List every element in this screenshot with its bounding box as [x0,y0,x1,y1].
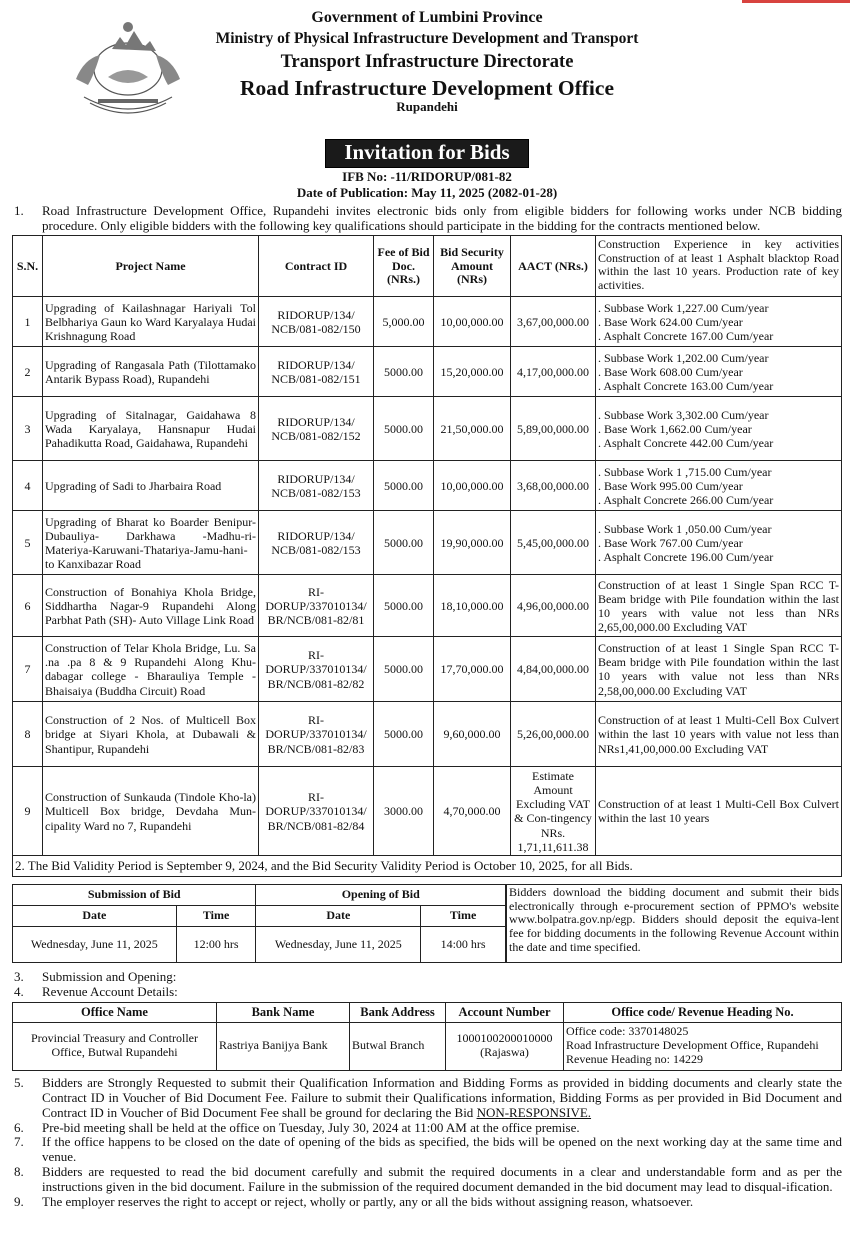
row-fee: 3000.00 [374,767,434,856]
validity-note-row [13,856,842,876]
bid-row [13,575,842,637]
row-project-name: Upgrading of Bharat ko Boarder Benipur- Dubauliya- Darkhawa -Madhu-ri- Materiya-Karuwani-Thatariya-Jamu-hani-to Kanxibazar Road [43,511,259,575]
row-contract-id: RIDORUP/134/ NCB/081-082/153 [259,511,374,575]
items-3-4 [12,970,842,1000]
row-fee: 5,000.00 [374,297,434,347]
row-experience [596,511,842,575]
bid-row [13,702,842,767]
experience-line: Construction of at least 1 Single Span RCC T-Beam bridge with Pile foundation within the last 10 years with value not less than NRs 2,58,00,000.00 Excluding VAT [598,641,839,698]
experience-line: . Base Work 608.00 Cum/year [598,364,743,379]
bid-row [13,297,842,347]
bid-row [13,511,842,575]
experience-line: . Subbase Work 1 ,050.00 Cum/year [598,521,772,536]
opening-time: 14:00 hrs [421,926,506,962]
row-contract-id: RI-DORUP/337010134/ BR/NCB/081-82/83 [259,702,374,767]
row-project-name: Upgrading of Rangasala Path (Tilottamako Antarik Bypass Road), Rupandehi [43,347,259,397]
col-project-name: Project Name [43,236,259,297]
row-sn: 3 [13,397,43,461]
account-number-cell: 1000100200010000 (Rajaswa) [446,1022,564,1070]
experience-line: Construction of at least 1 Multi-Cell Box Culvert within the last 10 years [598,797,839,826]
open-time-header: Time [421,905,506,926]
nepal-emblem-icon [64,19,192,119]
col-office-code: Office code/ Revenue Heading No. [564,1002,842,1022]
experience-line: . Base Work 995.00 Cum/year [598,478,743,493]
row-fee: 5000.00 [374,397,434,461]
col-fee: Fee of Bid Doc. (NRs.) [374,236,434,297]
bid-table-header [13,236,842,297]
experience-line: . Asphalt Concrete 442.00 Cum/year [598,436,774,451]
experience-line: . Base Work 767.00 Cum/year [598,535,743,550]
row-bid-security: 19,90,000.00 [434,511,511,575]
row-sn: 4 [13,461,43,511]
bank-name-cell: Rastriya Banijya Bank [217,1022,350,1070]
bid-table [12,235,842,876]
non-responsive-text: NON-RESPONSIVE. [476,1104,592,1120]
submission-date: Wednesday, June 11, 2025 [13,926,177,962]
row-project-name: Upgrading of Sitalnagar, Gaidahawa 8 Wada Karyalaya, Hansnapur Hudai Pahadikutta Road, Gaidahawa, Rupandehi [43,397,259,461]
row-fee: 5000.00 [374,702,434,767]
row-experience [596,702,842,767]
submission-time: 12:00 hrs [176,926,256,962]
bid-row [13,347,842,397]
row-contract-id: RI-DORUP/337010134/ BR/NCB/081-82/81 [259,575,374,637]
row-aact: 5,26,00,000.00 [511,702,596,767]
row-sn: 7 [13,637,43,702]
col-experience: Construction Experience in key activities Construction of at least 1 Asphalt blacktop Road within the last 10 years. Production rate of key activities. [596,236,842,297]
directorate-name: Transport Infrastructure Directorate [280,52,574,73]
bid-row [13,397,842,461]
schedule-table [12,884,506,963]
sub-time-header: Time [176,905,256,926]
publication-date: Date of Publication: May 11, 2025 (2082-01-28) [296,185,558,201]
row-sn: 5 [13,511,43,575]
row-experience [596,575,842,637]
experience-line: . Asphalt Concrete 266.00 Cum/year [598,493,774,508]
row-experience [596,347,842,397]
row-sn: 9 [13,767,43,856]
row-fee: 5000.00 [374,511,434,575]
submission-header: Submission of Bid [13,884,256,905]
row-bid-security: 10,00,000.00 [434,297,511,347]
row-contract-id: RI-DORUP/337010134/ BR/NCB/081-82/84 [259,767,374,856]
opening-header: Opening of Bid [256,884,506,905]
bank-address-cell: Butwal Branch [350,1022,446,1070]
row-aact: 3,67,00,000.00 [511,297,596,347]
ministry-name: Ministry of Physical Infrastructure Development and Transport [215,29,639,47]
row-bid-security: 4,70,000.00 [434,767,511,856]
row-bid-security: 21,50,000.00 [434,397,511,461]
bid-row [13,767,842,856]
row-project-name: Construction of 2 Nos. of Multicell Box bridge at Siyari Khola, at Dubawali & Shantipur, Rupandehi [43,702,259,767]
experience-line: . Asphalt Concrete 196.00 Cum/year [598,550,774,565]
intro-paragraph: 1. Road Infrastructure Development Office, Rupandehi invites electronic bids only from eligible bidders for following works under NCB bidding procedure. Only eligible bidders with the following key qualifications should participate in the bidding for the contracts mentioned below. [14,202,842,233]
bid-row [13,637,842,702]
row-sn: 2 [13,347,43,397]
row-bid-security: 15,20,000.00 [434,347,511,397]
row-aact: 3,68,00,000.00 [511,461,596,511]
item-8: 8. Bidders are requested to read the bid document carefully and submit the required documents in a clear and understandable form and as per the instructions given in the bid document. Failure in the submission of the required document demanded in the bid document may lead to disqual-ification. [14,1164,842,1195]
col-account-number: Account Number [446,1002,564,1022]
row-experience [596,397,842,461]
ifb-number: IFB No: -11/RIDORUP/081-82 [342,168,512,184]
row-project-name: Construction of Bonahiya Khola Bridge, Siddhartha Nagar-9 Rupandehi Along Parbhat Path (SH)- Auto Village Link Road [43,575,259,637]
item-9: 9. The employer reserves the right to accept or reject, wholly or partly, any or all the bids without assigning reason, whatsoever. [14,1194,694,1210]
col-contract-id: Contract ID [259,236,374,297]
row-project-name: Construction of Telar Khola Bridge, Lu. Sa .na .pa 8 & 9 Rupandehi Along Khu-dabagar college - Bharauliya Temple - Bhaisaiya (Buddha Circuit) Road [43,637,259,702]
opening-date: Wednesday, June 11, 2025 [256,926,421,962]
row-aact: 4,96,00,000.00 [511,575,596,637]
row-aact: 4,17,00,000.00 [511,347,596,397]
row-experience [596,637,842,702]
row-experience [596,297,842,347]
experience-line: . Subbase Work 1,227.00 Cum/year [598,300,769,315]
open-date-header: Date [256,905,421,926]
items-5-9 [12,1076,842,1210]
office-name-cell: Provincial Treasury and Controller Office, Butwal Rupandehi [13,1022,217,1070]
col-office-name: Office Name [13,1002,217,1022]
row-contract-id: RIDORUP/134/ NCB/081-082/152 [259,397,374,461]
row-sn: 1 [13,297,43,347]
experience-line: Construction of at least 1 Multi-Cell Box Culvert within the last 10 years with value not less than NRs1,41,00,000.00 Excluding VAT [598,713,839,756]
row-contract-id: RI-DORUP/337010134/ BR/NCB/081-82/82 [259,637,374,702]
experience-line: . Subbase Work 3,302.00 Cum/year [598,407,769,422]
row-fee: 5000.00 [374,461,434,511]
row-contract-id: RIDORUP/134/ NCB/081-082/150 [259,297,374,347]
row-experience [596,461,842,511]
row-project-name: Upgrading of Sadi to Jharbaira Road [43,461,259,511]
experience-line: . Asphalt Concrete 163.00 Cum/year [598,379,774,394]
row-contract-id: RIDORUP/134/ NCB/081-082/151 [259,347,374,397]
row-bid-security: 18,10,000.00 [434,575,511,637]
item-3: 3. Submission and Opening: [14,968,177,984]
row-aact: 5,45,00,000.00 [511,511,596,575]
item-6: 6. Pre-bid meeting shall be held at the office on Tuesday, July 30, 2024 at 11:00 AM at the office premise. [14,1119,580,1135]
experience-line: . Base Work 1,662.00 Cum/year [598,421,752,436]
revenue-account-table [12,1002,842,1071]
letterhead [12,9,842,143]
schedule-description-table [506,884,842,963]
row-aact: Estimate Amount Excluding VAT & Con-tingency NRs. 1,71,11,611.38 [511,767,596,856]
schedule-section [12,884,842,963]
col-bank-address: Bank Address [350,1002,446,1022]
notice-title: Invitation for Bids [325,139,528,168]
bid-row [13,461,842,511]
experience-line: . Asphalt Concrete 167.00 Cum/year [598,329,774,344]
district-name: Rupandehi [396,99,458,115]
validity-note: 2. The Bid Validity Period is September 9, 2024, and the Bid Security Validity Period is October 10, 2025, for all Bids. [13,856,842,876]
row-sn: 8 [13,702,43,767]
row-aact: 5,89,00,000.00 [511,397,596,461]
experience-line: . Subbase Work 1 ,715.00 Cum/year [598,464,772,479]
row-project-name: Upgrading of Kailashnagar Hariyali Tol Belbhariya Gaun ko Ward Karyalaya Hudai Krishnagung Road [43,297,259,347]
row-project-name: Construction of Sunkauda (Tindole Kho-la) Multicell Box bridge, Devdaha Mun-cipality Ward no 7, Rupandehi [43,767,259,856]
row-contract-id: RIDORUP/134/ NCB/081-082/153 [259,461,374,511]
office-code-cell: Office code: 3370148025 Road Infrastructure Development Office, Rupandehi Revenue Heading no: 14229 [564,1022,842,1070]
row-fee: 5000.00 [374,575,434,637]
row-aact: 4,84,00,000.00 [511,637,596,702]
top-red-mark [742,0,850,3]
experience-line: . Subbase Work 1,202.00 Cum/year [598,350,769,365]
col-aact: AACT (NRs.) [511,236,596,297]
row-experience [596,767,842,856]
row-bid-security: 9,60,000.00 [434,702,511,767]
government-name: Government of Lumbini Province [311,9,543,26]
item-5: 5. Bidders are Strongly Requested to submit their Qualification Information and Bidding Forms as provided in bidding documents and clearly state the Contract ID in Voucher of Bid Document Fee. Failure to submit their Qualifications information, Bidding Forms as per provided in Bid Document and Contract ID in Voucher of Bid Document Fee shall be ground for declaring the Bid NON-RESPONSIVE. [14,1074,842,1120]
col-bank-name: Bank Name [217,1002,350,1022]
office-name: Road Infrastructure Development Office [240,75,614,100]
row-bid-security: 10,00,000.00 [434,461,511,511]
experience-line: Construction of at least 1 Single Span RCC T-Beam bridge with Pile foundation within the last 10 years with value not less than NRs 2,65,00,000.00 Excluding VAT [598,577,839,635]
schedule-description: Bidders download the bidding document and submit their bids electronically through e-procurement section of PPMO's website www.bolpatra.gov.np/egp. Bidders should deposit the equiva-lent fee for bidding documents in the following Revenue Account within the date and time specified. [507,884,842,962]
col-sn: S.N. [13,236,43,297]
item-4: 4. Revenue Account Details: [14,983,178,999]
experience-line: . Base Work 624.00 Cum/year [598,314,743,329]
row-fee: 5000.00 [374,637,434,702]
col-bid-security: Bid Security Amount (NRs) [434,236,511,297]
item-7: 7. If the office happens to be closed on the date of opening of the bids as specified, the bids will be opened on the next working day at the same time and venue. [14,1134,842,1165]
row-bid-security: 17,70,000.00 [434,637,511,702]
sub-date-header: Date [13,905,177,926]
row-sn: 6 [13,575,43,637]
row-fee: 5000.00 [374,347,434,397]
